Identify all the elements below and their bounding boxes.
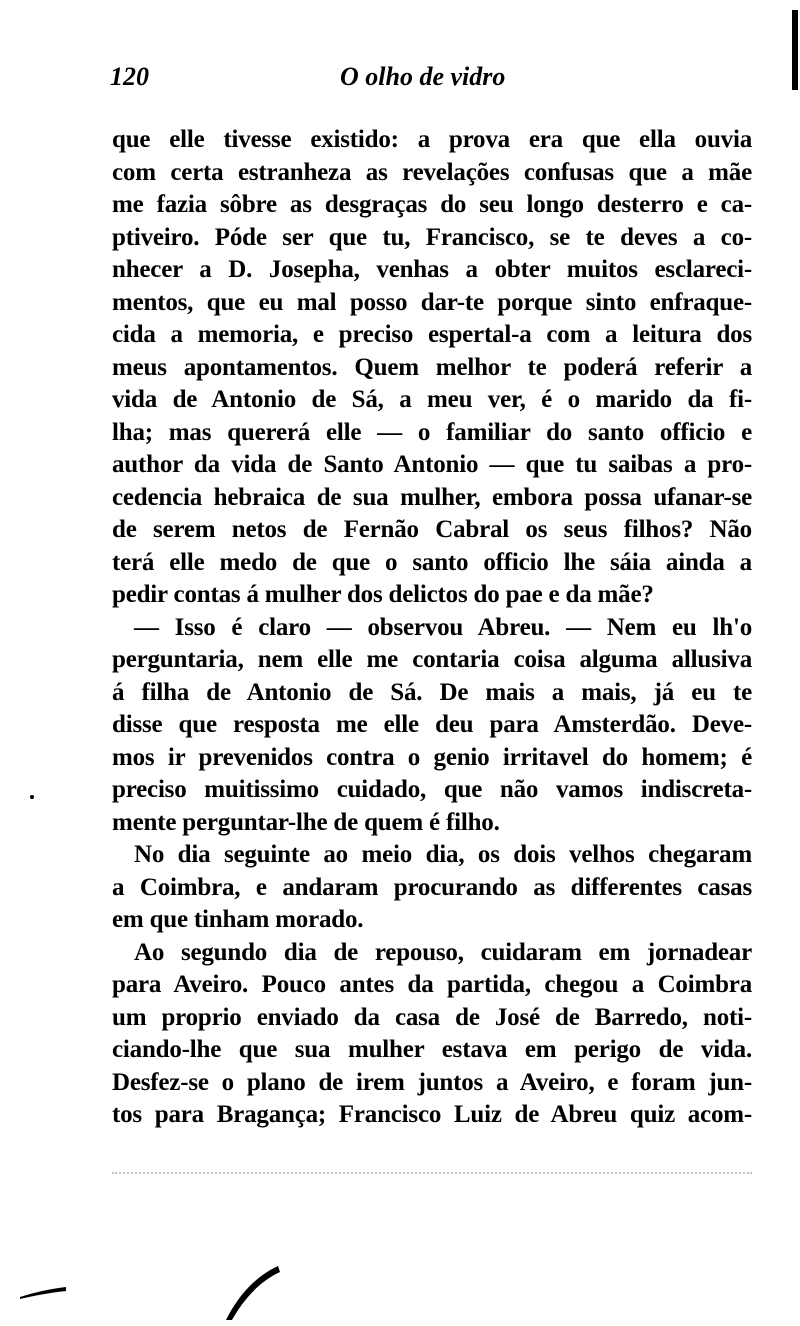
text-line: Desfez-se o plano de irem juntos a Aveiro, e foram jun- (112, 1068, 752, 1096)
text-line: em que tinham morado. (112, 906, 364, 933)
text-line: com certa estranheza as revelações confusas que a mãe (112, 158, 752, 186)
body-text (112, 124, 752, 1132)
text-line: a Coimbra, e andaram procurando as differentes casas (112, 873, 752, 901)
text-line: author da vida de Santo Antonio — que tu saibas a pro- (112, 451, 752, 478)
text-line: mos ir prevenidos contra o genio irritavel do homem; é (112, 743, 752, 771)
text-line: lha; mas quererá elle — o familiar do santo officio e (112, 418, 752, 446)
text-line: No dia seguinte ao meio dia, os dois velhos chegaram (134, 841, 752, 868)
scribble-mark (18, 1285, 68, 1299)
text-line: vida de Antonio de Sá, a meu ver, é o marido da fi- (112, 386, 752, 413)
text-line: nhecer a D. Josepha, venhas a obter muitos esclareci- (112, 256, 752, 283)
text-line: preciso muitissimo cuidado, que não vamos indiscreta- (112, 776, 752, 803)
text-line: á filha de Antonio de Sá. De mais a mais, já eu te (112, 678, 752, 706)
text-line: ptiveiro. Póde ser que tu, Francisco, se te deves a co- (112, 223, 752, 251)
scan-noise-line (112, 1172, 752, 1188)
text-line: um proprio enviado da casa de José de Barredo, noti- (112, 1003, 752, 1031)
running-title: O olho de vidro (340, 62, 506, 91)
text-line: — Isso é claro — observou Abreu. — Nem eu lh'o (134, 613, 752, 641)
text-line: perguntaria, nem elle me contaria coisa alguma allusiva (112, 646, 752, 673)
text-line: tos para Bragança; Francisco Luiz de Abreu quiz acom- (112, 1101, 752, 1128)
page-number: 120 (110, 62, 149, 91)
text-line: ciando-lhe que sua mulher estava em perigo de vida. (112, 1036, 752, 1063)
margin-dot (30, 795, 34, 799)
text-line: me fazia sôbre as desgraças do seu longo desterro e ca- (112, 191, 752, 218)
text-line: meus apontamentos. Quem melhor te poderá referir a (112, 353, 752, 381)
text-line: cedencia hebraica de sua mulher, embora possa ufanar-se (112, 483, 752, 511)
text-line: mentos, que eu mal posso dar-te porque sinto enfraque- (112, 288, 752, 316)
page-edge-mark (792, 10, 798, 90)
text-line: terá elle medo de que o santo officio lhe sáia ainda a (112, 548, 752, 576)
text-line: para Aveiro. Pouco antes da partida, chegou a Coimbra (112, 971, 752, 998)
text-line: mente perguntar-lhe de quem é filho. (112, 808, 500, 836)
text-line: de serem netos de Fernão Cabral os seus filhos? Não (112, 516, 752, 543)
text-line: cida a memoria, e preciso espertal-a com a leitura dos (112, 321, 752, 348)
scribble-mark (222, 1262, 282, 1322)
page-header (110, 62, 750, 94)
text-line: pedir contas á mulher dos delictos do pae e da mãe? (112, 581, 654, 608)
text-line: Ao segundo dia de repouso, cuidaram em jornadear (134, 938, 752, 966)
text-line: disse que resposta me elle deu para Amsterdão. Deve- (112, 711, 752, 738)
text-line: que elle tivesse existido: a prova era que ella ouvia (112, 126, 752, 153)
